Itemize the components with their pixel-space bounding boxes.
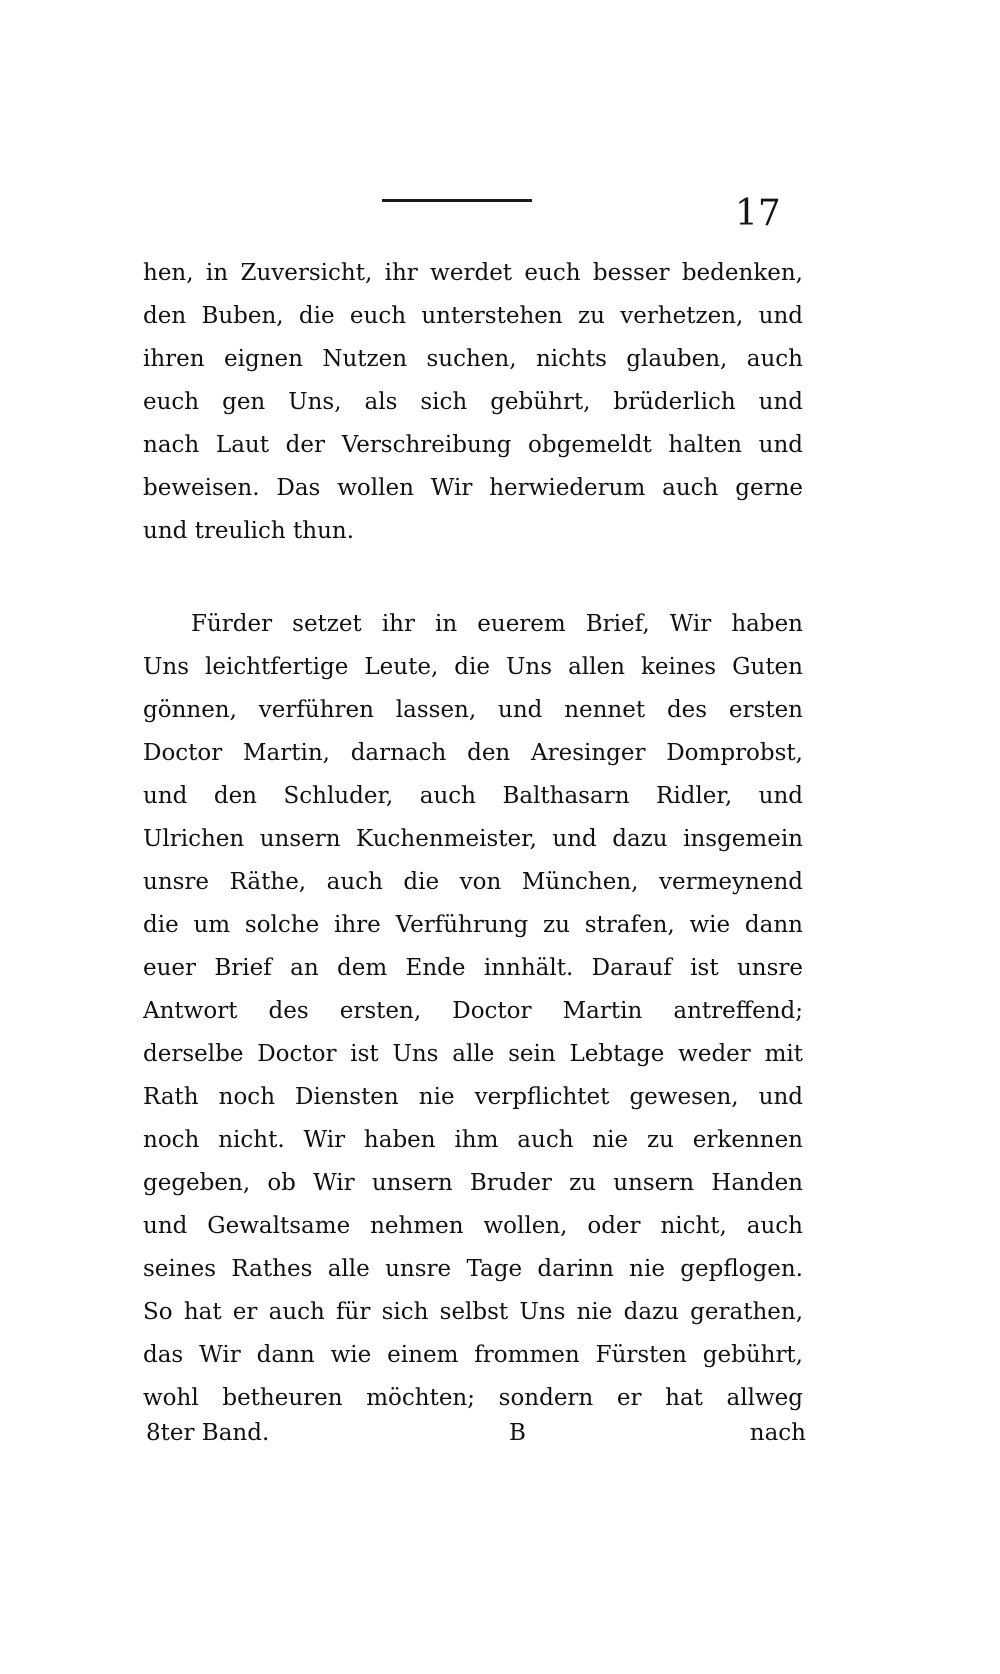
text-line: und Gewaltsame nehmen wollen, oder nicht, auch xyxy=(143,1213,803,1239)
body-text xyxy=(143,252,803,1420)
catchword: nach xyxy=(749,1420,806,1446)
volume-signature: 8ter Band. xyxy=(146,1420,270,1446)
text-line: ihren eignen Nutzen suchen, nichts glauben, auch xyxy=(143,346,803,372)
text-line: noch nicht. Wir haben ihm auch nie zu erkennen xyxy=(143,1127,803,1153)
text-line: seines Rathes alle unsre Tage darinn nie gepflogen. xyxy=(143,1256,803,1282)
text-line: Uns leichtfertige Leute, die Uns allen keines Guten xyxy=(143,654,803,680)
text-line: derselbe Doctor ist Uns alle sein Lebtage weder mit xyxy=(143,1041,803,1067)
text-line: beweisen. Das wollen Wir herwiederum auch gerne xyxy=(143,475,803,501)
text-line: euch gen Uns, als sich gebührt, brüderlich und xyxy=(143,389,803,415)
text-line: unsre Räthe, auch die von München, vermeynend xyxy=(143,869,803,895)
text-line: und den Schluder, auch Balthasarn Ridler, und xyxy=(143,783,803,809)
text-line: gegeben, ob Wir unsern Bruder zu unsern Handen xyxy=(143,1170,803,1196)
text-line: Fürder setzet ihr in euerem Brief, Wir haben xyxy=(191,611,803,637)
text-line: Antwort des ersten, Doctor Martin antreffend; xyxy=(143,998,803,1024)
header-rule xyxy=(382,199,532,202)
text-line: euer Brief an dem Ende innhält. Darauf ist unsre xyxy=(143,955,803,981)
signature-mark: B xyxy=(509,1420,526,1446)
text-line: und treulich thun. xyxy=(143,518,355,544)
text-line: wohl betheuren möchten; sondern er hat allweg xyxy=(143,1385,803,1411)
text-line: die um solche ihre Verführung zu strafen, wie dann xyxy=(143,912,803,938)
paragraph-gap xyxy=(143,553,803,603)
paragraph-2 xyxy=(143,603,803,1420)
text-line: gönnen, verführen lassen, und nennet des ersten xyxy=(143,697,803,723)
text-line: nach Laut der Verschreibung obgemeldt halten und xyxy=(143,432,803,458)
paragraph-1 xyxy=(143,252,803,553)
text-line: Rath noch Diensten nie verpflichtet gewesen, und xyxy=(143,1084,803,1110)
text-line: Doctor Martin, darnach den Aresinger Domprobst, xyxy=(143,740,803,766)
text-line: So hat er auch für sich selbst Uns nie dazu gerathen, xyxy=(143,1299,803,1325)
text-line: das Wir dann wie einem frommen Fürsten gebührt, xyxy=(143,1342,803,1368)
text-line: den Buben, die euch unterstehen zu verhetzen, und xyxy=(143,303,803,329)
page-footer xyxy=(146,1412,806,1455)
text-line: Ulrichen unsern Kuchenmeister, und dazu insgemein xyxy=(143,826,803,852)
page-number: 17 xyxy=(735,193,781,234)
text-line: hen, in Zuversicht, ihr werdet euch besser bedenken, xyxy=(143,260,803,286)
